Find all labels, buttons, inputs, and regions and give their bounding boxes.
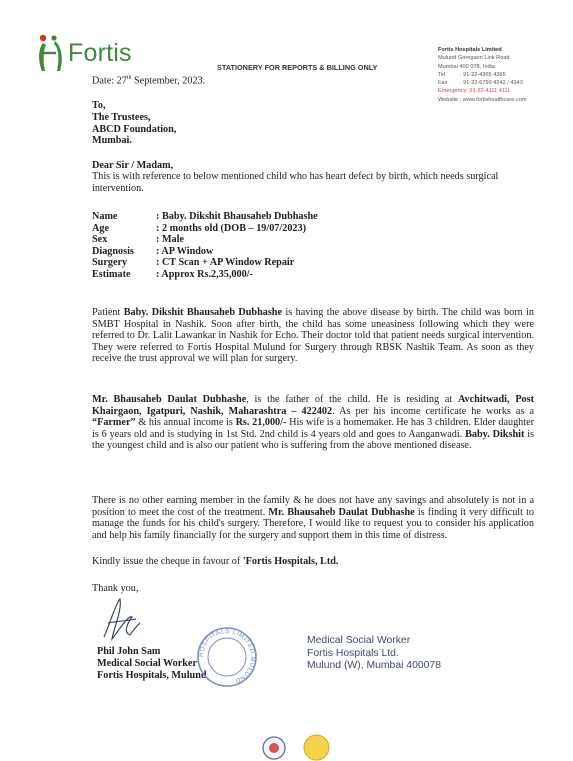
signatory-org: Fortis Hospitals, Mulund	[97, 669, 207, 681]
address-line-1: Mulund Goregaon Link Road	[438, 55, 510, 62]
detail-value: : AP Window	[156, 245, 214, 257]
brand-name: Fortis	[68, 38, 132, 67]
detail-row	[92, 223, 318, 235]
p4-payee: 'Fortis Hospitals, Ltd.	[242, 556, 339, 567]
addressee-line: The Trustees,	[92, 111, 151, 123]
signatory-title: Medical Social Worker	[97, 657, 197, 669]
detail-row	[92, 234, 318, 246]
p1-text: is having the above disease by birth. The child was born in SMBT Hospital in Nashik. Soon after birth, the child has some uneasiness following which they were referred to Dr. Lalit Lawankar in Nashik for Echo. Their doctor told that patient needs surgical intervention. They were referred to Fortis Hospital Mulund for Surgery through RBSK Nashik Team. As soon as they receive the trust approval we will plan for surgery.	[92, 307, 535, 365]
emergency-line: Emergency: 91-22-4111 4111	[438, 88, 511, 95]
website-line: Website : www.fortishealthcare.com	[438, 96, 527, 103]
official-stamp	[307, 635, 441, 673]
thank-you: Thank you,	[92, 583, 139, 594]
address-line-2: Mumbai 400 078, India.	[438, 63, 497, 70]
addressee-block	[92, 100, 176, 147]
hospital-address-block	[438, 46, 568, 104]
tel-row	[438, 71, 568, 79]
detail-value: : Male	[156, 234, 185, 246]
p2-text: & his annual income is	[135, 417, 236, 429]
p2-text: , is the father of the child. He is residing at	[246, 394, 458, 405]
fortis-logo-icon	[34, 33, 66, 73]
fax-value: : 91-22-6799 4242 / 4343	[460, 80, 523, 87]
stamp-line: Medical Social Worker	[307, 635, 411, 646]
p1-patient-name: Baby. Dikshit Bhausaheb Dubhashe	[123, 307, 282, 318]
p2-father-name: Mr. Bhausaheb Daulat Dubhashe	[92, 394, 247, 405]
intro-paragraph: This is with reference to below mentioned child who has heart defect by birth, which needs surgical intervention.	[92, 171, 499, 194]
fax-row	[438, 79, 568, 87]
stamp-line: Fortis Hospitals Ltd.	[307, 647, 399, 659]
p2-occupation: “Farmer”	[92, 417, 136, 429]
p3-text: is finding it very difficult to manage the funds for his child's surgery. Therefore, I would like to request you to consider his application and help his family financially for the surgery and support them in this time of distress.	[92, 506, 534, 541]
detail-value: : CT Scan + AP Window Repair	[156, 257, 295, 269]
p3-father-name: Mr. Bhausaheb Daulat Dubhashe	[268, 506, 415, 518]
detail-value: : Approx Rs.2,35,000/-	[156, 268, 253, 280]
detail-row	[92, 211, 318, 223]
salutation: Dear Sir / Madam,	[92, 160, 174, 171]
p1-text: Patient	[92, 307, 124, 318]
detail-key: Surgery	[92, 257, 128, 269]
stamp-line: Mulund (W), Mumbai 400078	[307, 660, 441, 672]
patient-details	[92, 211, 318, 281]
paragraph-cheque	[92, 556, 534, 568]
p2-text: is the youngest child and is also our patient who is suffering from the above mentioned disease.	[92, 428, 535, 452]
fortis-logo	[34, 33, 132, 73]
detail-key: Diagnosis	[92, 245, 134, 257]
paragraph-request	[92, 495, 534, 541]
seal-icon	[262, 736, 286, 760]
tel-label: Tel	[438, 71, 446, 78]
fax-label: Fax	[438, 80, 448, 87]
p2-income: Rs. 21,000/-	[235, 417, 287, 429]
detail-key: Estimate	[92, 268, 131, 280]
round-stamp-icon	[196, 626, 258, 688]
p4-text: Kindly issue the cheque in favour of	[92, 556, 243, 567]
p2-address: Avchitwadi, Post Khairgaon, Igatpuri, Nashik, Maharashtra – 422402	[92, 394, 534, 417]
detail-key: Sex	[92, 234, 108, 246]
p2-text: His wife is a homemaker. He has 3 children. Elder daughter is 6 years old and is studying in 1st Std. 2nd child is 4 years old and goes to Aanganwadi.	[92, 417, 535, 440]
signature-icon	[96, 593, 146, 645]
paragraph-case-history	[92, 307, 534, 365]
p3-text: There is no other earning member in the family & he does not have any savings and absolutely is not in a position to meet the cost of the treatment.	[92, 495, 534, 518]
detail-value: : 2 months old (DOB – 19/07/2023)	[156, 222, 306, 234]
letter-date: Date: 27th September, 2023.	[92, 75, 206, 87]
p2-child-name: Baby. Dikshit	[465, 428, 525, 440]
hospital-name: Fortis Hospitals Limited	[438, 47, 502, 53]
stationery-label: STATIONERY FOR REPORTS & BILLING ONLY	[217, 63, 378, 72]
signatory-name: Phil John Sam	[97, 646, 161, 657]
detail-key: Age	[92, 222, 109, 234]
seal-icon	[303, 734, 330, 761]
detail-row	[92, 269, 318, 281]
detail-row	[92, 257, 318, 269]
tel-value: : 91-22-4365 4365	[460, 71, 506, 78]
detail-key: Name	[92, 211, 118, 222]
signatory-block	[97, 646, 207, 681]
addressee-line: Mumbai.	[92, 135, 132, 147]
p2-text: . As per his income certificate he works as a	[332, 405, 534, 417]
detail-value: : Baby. Dikshit Bhausaheb Dubhashe	[156, 211, 318, 222]
addressee-line: ABCD Foundation,	[92, 123, 177, 135]
paragraph-family	[92, 394, 534, 452]
detail-row	[92, 246, 318, 258]
addressee-line: To,	[92, 100, 106, 111]
round-stamp-text: HOSPITALS LIMITED MULUND	[197, 627, 257, 685]
